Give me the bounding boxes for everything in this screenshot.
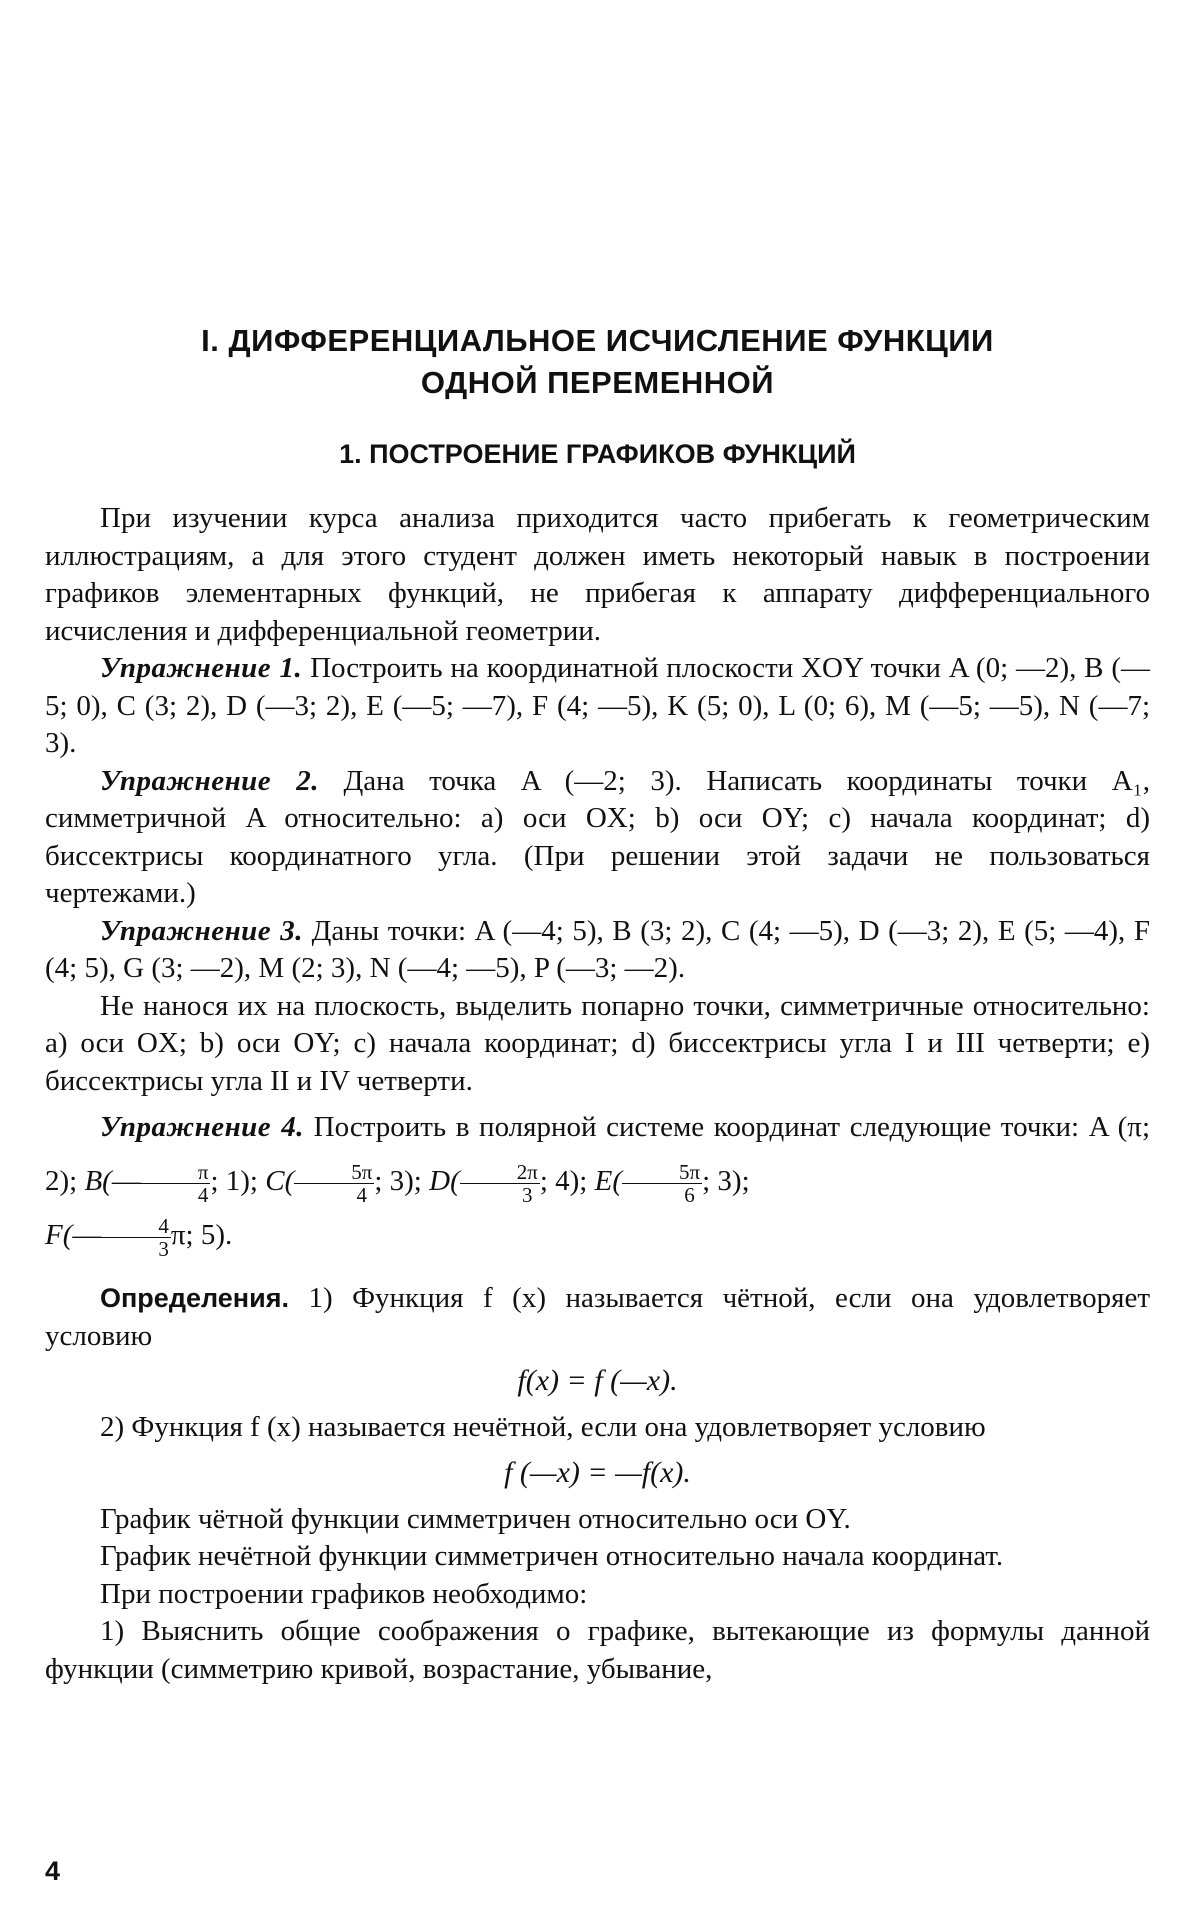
exercise-3 xyxy=(45,913,1150,988)
exercise-1-text: Построить на координатной плоскости XOY точки A (0; —2), B (—5; 0), C (3; 2), D (—3; 2), E (—5; —7), F (4; —5), K (5; 0), L (0; 6), M (—5; —5), N (—7; 3). xyxy=(45,652,1150,759)
exercise-3-continuation: Не нанося их на плоскость, выделить попарно точки, симметричные относительно: a) оси OX; b) оси OY; c) начала координат; d) биссектрисы угла I и III четверти; e) биссектрисы угла II и IV четверти. xyxy=(45,989,1150,1097)
point-d: D( $\frac{2\pi}{3}$ ; 4); xyxy=(429,1159,588,1207)
section-title: 1. ПОСТРОЕНИЕ ГРАФИКОВ ФУНКЦИЙ xyxy=(339,439,856,469)
definition-1-text: 1) Функция f (x) называется чётной, если она удовлетворяет условию xyxy=(45,1282,1150,1352)
plot-intro: При построении графиков необходимо: xyxy=(100,1577,588,1610)
exercise-4 xyxy=(45,1100,1150,1262)
exercise-2 xyxy=(45,763,1150,913)
definition-2: 2) Функция f (x) называется нечётной, если она удовлетворяет условию xyxy=(100,1411,986,1443)
exercise-2-text: Дана точка A (—2; 3). Написать координаты точки A₁, симметричной A относительно: a) оси OX; b) оси OY; c) начала координат; d) биссектрисы координатного угла. (При решении этой задачи не пользоваться чертежами.) xyxy=(45,764,1151,909)
chapter-title-line-1: I. ДИФФЕРЕНЦИАЛЬНОЕ ИСЧИСЛЕНИЕ ФУНКЦИИ xyxy=(201,323,994,358)
definitions-label: Определения. xyxy=(100,1283,289,1313)
intro-paragraph: При изучении курса анализа приходится часто прибегать к геометрическим иллюстрациям, а для этого студент должен иметь некоторый навык в построении графиков элементарных функций, не прибегая к аппарату дифференциального исчисления и дифференциальной геометрии. xyxy=(45,502,1150,647)
exercise-2-label: Упражнение 2. xyxy=(100,764,319,797)
formula-even: f(x) = f (—x). xyxy=(517,1364,678,1397)
exercise-4-label: Упражнение 4. xyxy=(100,1111,305,1143)
formula-odd: f (—x) = —f(x). xyxy=(504,1455,691,1489)
point-e: E( $\frac{5\pi}{6}$ ; 3); xyxy=(594,1159,750,1207)
odd-graph-statement: График нечётной функции симметричен относительно начала координат. xyxy=(100,1540,1004,1572)
page-number: 4 xyxy=(45,1856,61,1886)
point-c: C( $\frac{5\pi}{4}$ ; 3); xyxy=(265,1159,422,1207)
definition-1 xyxy=(45,1280,1150,1355)
page-content xyxy=(45,320,1150,1688)
point-f: F(— $\frac{4}{3}$ π; 5). xyxy=(45,1213,233,1261)
exercise-1 xyxy=(45,650,1150,763)
exercise-1-label: Упражнение 1. xyxy=(100,652,303,684)
exercise-4-text: Построить в полярной системе координат следующие точки: A (π; 2); xyxy=(45,1111,1150,1197)
plot-step-1: 1) Выяснить общие соображения о графике, вытекающие из формулы данной функции (симметрию кривой, возрастание, убывание, xyxy=(45,1615,1150,1685)
exercise-3-text: Даны точки: A (—4; 5), B (3; 2), C (4; —5), D (—3; 2), E (5; —4), F (4; 5), G (3; —2), M (2; 3), N (—4; —5), P (—3; —2). xyxy=(45,914,1150,984)
even-graph-statement: График чётной функции симметричен относительно оси OY. xyxy=(100,1502,851,1535)
point-b: B(— $\frac{\pi}{4}$ ; 1); xyxy=(84,1159,258,1207)
exercise-3-label: Упражнение 3. xyxy=(100,914,303,947)
chapter-title-line-2: ОДНОЙ ПЕРЕМЕННОЙ xyxy=(420,365,775,400)
